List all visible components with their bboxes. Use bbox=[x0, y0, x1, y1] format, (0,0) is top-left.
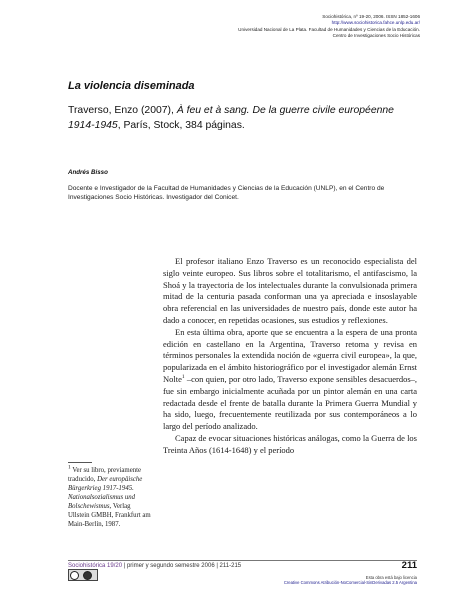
footnote-reference[interactable]: 1 bbox=[181, 374, 185, 381]
license-note bbox=[284, 575, 417, 586]
footnote-marker: 1 bbox=[68, 464, 71, 471]
cc-icon bbox=[70, 571, 79, 580]
reference-authors: Traverso, Enzo (2007), bbox=[68, 105, 177, 116]
reference-book-title: À feu et à sang. De la guerre civile européenne 1914-1945 bbox=[68, 105, 394, 131]
footnote-book-title: Der europäische Bürgerkrieg 1917-1945. Nationalsozialismus und Bolschewismus bbox=[68, 476, 143, 510]
review-author: Andrés Bisso bbox=[68, 169, 108, 176]
footnote bbox=[68, 466, 152, 529]
by-icon bbox=[83, 571, 92, 580]
license-link[interactable]: Creative Commons Atribución-NoComercial-SinDerivadas 2.5 Argentina bbox=[283, 580, 417, 586]
body-paragraph-2-end: –con quien, por otro lado, Traverso expone sensibles desacuerdos–, fue sin embargo inicialmente acuñada por un pintor alemán en una carta redactada desde el frente de batalla durante la Primera Guerra Mundial y ha sido, luego, frecuentemente reutilizada por sus contemporáneos a lo largo del período analizado. bbox=[163, 373, 417, 432]
author-affiliation: Docente e Investigador de la Facultad de Humanidades y Ciencias de la Educación (UNLP), en el Centro de Investigaciones Socio Históricas. Investigador del Conicet. bbox=[68, 185, 385, 201]
header-center: Centro de Investigaciones Socio Históricas bbox=[332, 33, 420, 39]
journal-header bbox=[238, 14, 420, 40]
body-paragraph-2 bbox=[163, 327, 417, 433]
body-paragraph-3: Capaz de evocar situaciones históricas análogas, como la Guerra de los Treinta Años (1614-1648) y el período bbox=[163, 432, 417, 455]
body-paragraph-1: El profesor italiano Enzo Traverso es un reconocido especialista del siglo veinte europeo. Sus libros sobre el totalitarismo, el antifascismo, la Shoá y la trayectoria de los intelectuales durante la convulsionada primera mitad de la centuria pasada conforman una ya apreciada e insoslayable obra referencial en las universidades de nuestro país, donde este autor ha dado a conocer, en repetidas ocasiones, sus estudios y reflexiones. bbox=[163, 256, 417, 325]
footnote-text-start: Ver su libro, previamente traducido, bbox=[68, 467, 142, 483]
footer-journal-name: Sociohistórica 19/20 bbox=[68, 563, 123, 569]
reference-publication: , París, Stock, 384 páginas. bbox=[117, 120, 245, 131]
creative-commons-badge[interactable] bbox=[68, 569, 98, 581]
review-title: La violencia diseminada bbox=[68, 80, 195, 92]
footer-issue-info: | primer y segundo semestre 2006 | 211-215 bbox=[122, 563, 242, 569]
footnote-text-end: , Verlag Ullstein GMBH, Frankfurt am Main-Berlín, 1987. bbox=[68, 503, 151, 528]
footnote-divider bbox=[68, 462, 92, 463]
license-text: Esta obra está bajo licencia bbox=[365, 575, 417, 580]
review-body bbox=[163, 256, 417, 457]
body-paragraph-2-start: En esta última obra, aporte que se encuentra a la espera de una pronta edición en castellano en la Argentina, Traverso retoma y revisa en términos personales la extendida noción de «guerra civil europea», la que, popularizada en el ámbito historiográfico por el investigador alemán Ernst Nolte bbox=[163, 326, 417, 384]
book-reference bbox=[68, 103, 416, 133]
header-issn: Sociohistórica, nº 19-20, 2006. ISSN 1852-1606 bbox=[322, 14, 420, 19]
header-url-link[interactable]: http://www.sociohistorica.fahce.unlp.edu.ar/ bbox=[331, 20, 420, 26]
header-university: Universidad Nacional de La Plata. Facultad de Humanidades y Ciencias de la Educación. bbox=[238, 26, 420, 32]
footer-divider bbox=[68, 560, 417, 561]
page-number: 211 bbox=[401, 560, 417, 571]
